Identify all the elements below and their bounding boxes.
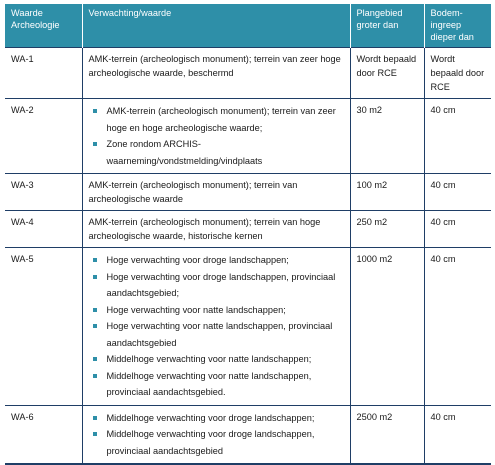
verwachting-text: AMK-terrein (archeologisch monument); terrein van zeer hoge archeologische waarde, beschermd bbox=[88, 54, 341, 78]
cell-plangebied: 100 m2 bbox=[350, 174, 424, 211]
square-bullet-icon bbox=[93, 416, 97, 420]
list-item-text: Middelhoge verwachting voor natte landschappen, provinciaal aandachtsgebied. bbox=[106, 370, 312, 397]
cell-plangebied: 250 m2 bbox=[350, 211, 424, 248]
verwachting-list bbox=[89, 410, 346, 460]
list-item-text: Zone rondom ARCHIS-waarneming/vondstmelding/vindplaats bbox=[106, 139, 263, 166]
table-row bbox=[5, 174, 491, 211]
cell-bodemingreep: 40 cm bbox=[424, 99, 491, 174]
list-item bbox=[89, 103, 346, 136]
cell-bodemingreep: 40 cm bbox=[424, 174, 491, 211]
cell-verwachting bbox=[82, 174, 350, 211]
cell-plangebied: 2500 m2 bbox=[350, 405, 424, 464]
cell-code: WA-3 bbox=[5, 174, 82, 211]
header-plangebied: Plangebied groter dan bbox=[350, 4, 424, 48]
cell-bodemingreep: 40 cm bbox=[424, 405, 491, 464]
table-body bbox=[5, 48, 491, 465]
cell-verwachting bbox=[82, 211, 350, 248]
cell-code: WA-5 bbox=[5, 248, 82, 406]
cell-bodemingreep: 40 cm bbox=[424, 248, 491, 406]
square-bullet-icon bbox=[93, 357, 97, 361]
cell-verwachting bbox=[82, 48, 350, 99]
list-item-text: AMK-terrein (archeologisch monument); terrein van zeer hoge en hoge archeologische waarde; bbox=[106, 106, 336, 133]
cell-verwachting bbox=[82, 99, 350, 174]
list-item-text: Hoge verwachting voor droge landschappen; bbox=[106, 255, 289, 265]
table-row bbox=[5, 248, 491, 406]
archaeology-value-table bbox=[5, 4, 491, 465]
cell-code: WA-1 bbox=[5, 48, 82, 99]
list-item bbox=[89, 426, 346, 459]
header-bodemingreep: Bodem-ingreep dieper dan bbox=[424, 4, 491, 48]
table-row bbox=[5, 405, 491, 464]
list-item-text: Hoge verwachting voor natte landschappen; bbox=[106, 304, 286, 315]
cell-code: WA-4 bbox=[5, 211, 82, 248]
header-waarde: Waarde Archeologie bbox=[5, 4, 82, 48]
verwachting-list bbox=[89, 103, 346, 169]
list-item-text: Middelhoge verwachting voor droge landschappen, provinciaal aandachtsgebied bbox=[106, 429, 315, 456]
square-bullet-icon bbox=[93, 432, 97, 436]
verwachting-text: AMK-terrein (archeologisch monument); terrein van archeologische waarde bbox=[88, 180, 298, 204]
cell-plangebied: 1000 m2 bbox=[350, 248, 424, 406]
archaeology-table-container bbox=[5, 4, 491, 465]
cell-code: WA-2 bbox=[5, 99, 82, 174]
list-item bbox=[89, 302, 346, 319]
table-header-row bbox=[5, 4, 491, 48]
square-bullet-icon bbox=[93, 275, 97, 279]
list-item bbox=[89, 136, 346, 169]
cell-verwachting bbox=[82, 405, 350, 464]
list-item bbox=[89, 351, 346, 368]
list-item bbox=[89, 410, 346, 427]
verwachting-text: AMK-terrein (archeologisch monument); terrein van hoge archeologische waarde, historische kernen bbox=[88, 217, 321, 241]
header-verwachting: Verwachting/waarde bbox=[82, 4, 350, 48]
list-item-text: Middelhoge verwachting voor natte landschappen; bbox=[106, 354, 312, 364]
table-row bbox=[5, 211, 491, 248]
list-item-text: Middelhoge verwachting voor droge landschappen; bbox=[106, 412, 315, 423]
square-bullet-icon bbox=[93, 109, 97, 113]
list-item bbox=[89, 252, 346, 269]
verwachting-list bbox=[89, 252, 346, 401]
cell-bodemingreep: 40 cm bbox=[424, 211, 491, 248]
square-bullet-icon bbox=[93, 324, 97, 328]
square-bullet-icon bbox=[93, 258, 97, 262]
list-item-text: Hoge verwachting voor natte landschappen, provinciaal aandachtsgebied bbox=[106, 321, 333, 348]
square-bullet-icon bbox=[93, 308, 97, 312]
cell-verwachting bbox=[82, 248, 350, 406]
cell-code: WA-6 bbox=[5, 405, 82, 464]
table-row bbox=[5, 48, 491, 99]
square-bullet-icon bbox=[93, 142, 97, 146]
list-item bbox=[89, 318, 346, 351]
cell-plangebied: Wordt bepaald door RCE bbox=[350, 48, 424, 99]
list-item-text: Hoge verwachting voor droge landschappen, provinciaal aandachtsgebied; bbox=[106, 271, 336, 298]
cell-plangebied: 30 m2 bbox=[350, 99, 424, 174]
cell-bodemingreep: Wordt bepaald door RCE bbox=[424, 48, 491, 99]
table-row bbox=[5, 99, 491, 174]
square-bullet-icon bbox=[93, 374, 97, 378]
list-item bbox=[89, 269, 346, 302]
list-item bbox=[89, 368, 346, 401]
